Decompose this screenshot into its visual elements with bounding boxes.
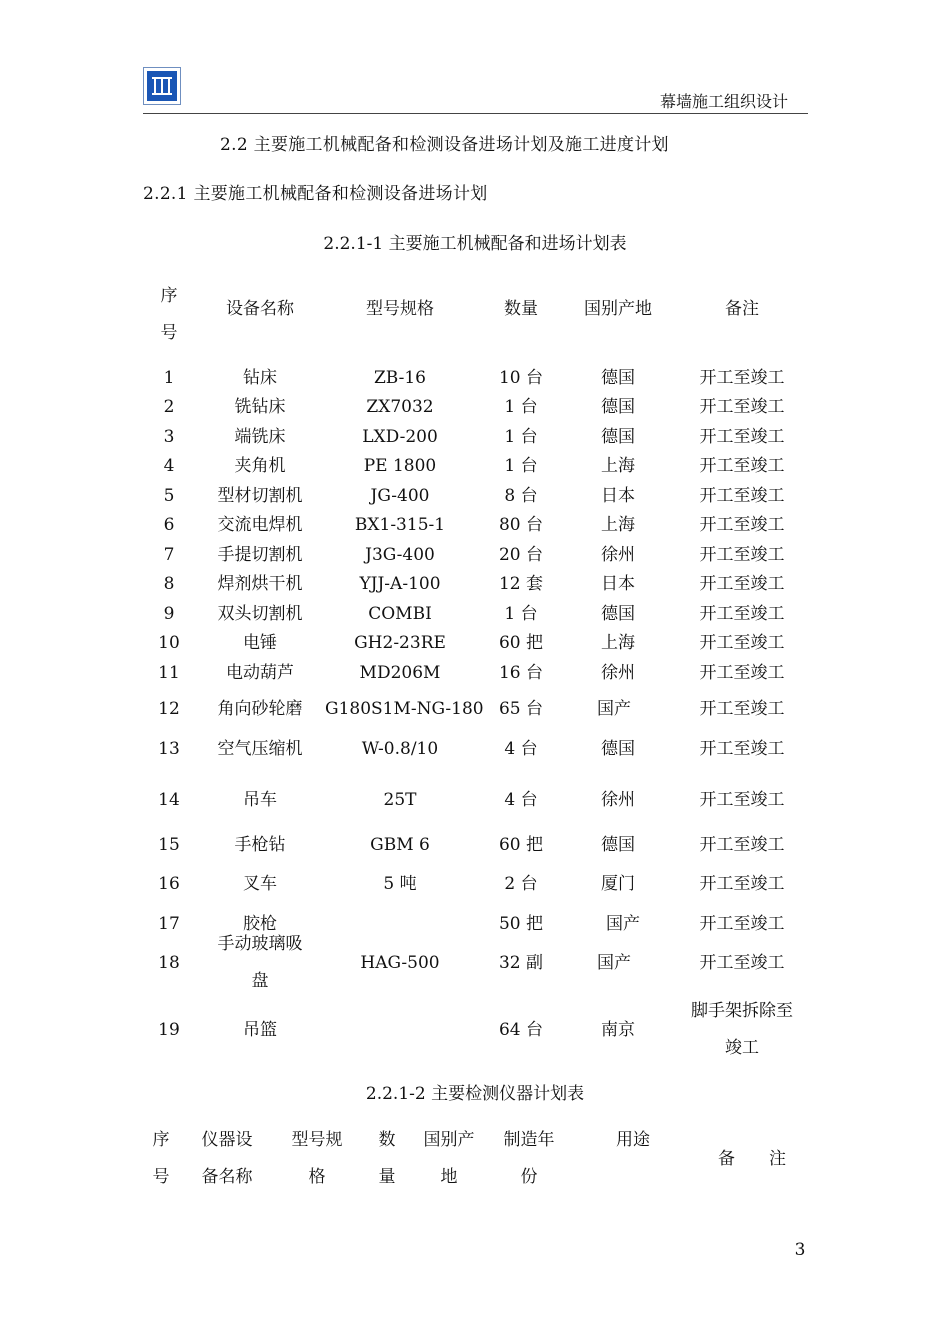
col-header-qty: 数量 [504, 299, 538, 319]
model-spec: 25T [383, 790, 417, 810]
remark: 开工至竣工 [699, 874, 785, 894]
col-header-origin: 国别产地 [423, 1130, 475, 1187]
remark: 开工至竣工 [699, 427, 785, 447]
origin: 德国 [601, 427, 635, 447]
remark: 开工至竣工 [699, 699, 785, 719]
remark: 开工至竣工 [699, 515, 785, 535]
remark: 开工至竣工 [699, 835, 785, 855]
quantity: 8 台 [504, 486, 538, 506]
remark: 开工至竣工 [699, 663, 785, 683]
model-spec: LXD-200 [362, 427, 438, 447]
model-spec: W-0.8/10 [361, 739, 439, 759]
row-index: 18 [158, 953, 180, 973]
equipment-name: 铣钻床 [234, 397, 286, 417]
remark: 开工至竣工 [699, 486, 785, 506]
equipment-name: 吊篮 [243, 1020, 277, 1040]
origin: 上海 [601, 633, 635, 653]
remark: 开工至竣工 [699, 456, 785, 476]
model-spec: BX1-315-1 [354, 515, 446, 535]
equipment-name: 端铣床 [234, 427, 286, 447]
row-index: 14 [158, 790, 180, 810]
col-header-qty: 数量 [378, 1130, 396, 1187]
model-spec: COMBI [368, 604, 432, 624]
origin: 德国 [601, 739, 635, 759]
equipment-name: 叉车 [243, 874, 277, 894]
row-index: 3 [163, 427, 175, 447]
model-spec: JG-400 [370, 486, 430, 506]
header-divider [143, 113, 808, 114]
model-spec: MD206M [359, 663, 441, 683]
col-header-model: 型号规格 [366, 299, 434, 319]
origin: 南京 [601, 1020, 635, 1040]
remark: 开工至竣工 [699, 633, 785, 653]
row-index: 13 [158, 739, 180, 759]
row-index: 1 [163, 368, 175, 388]
remark: 开工至竣工 [699, 790, 785, 810]
quantity: 20 台 [498, 545, 544, 565]
remark: 开工至竣工 [699, 545, 785, 565]
col-header-origin: 国别产地 [584, 299, 652, 319]
row-index: 4 [163, 456, 175, 476]
remark: 开工至竣工 [699, 953, 785, 973]
quantity: 32 副 [498, 953, 544, 973]
remark: 开工至竣工 [699, 914, 785, 934]
equipment-name: 夹角机 [234, 456, 286, 476]
origin: 厦门 [601, 874, 635, 894]
origin: 国产 [606, 914, 640, 934]
model-spec: GBM 6 [370, 835, 430, 855]
quantity: 1 台 [504, 397, 538, 417]
remark: 开工至竣工 [699, 368, 785, 388]
row-index: 16 [158, 874, 180, 894]
header-title: 幕墙施工组织设计 [660, 92, 789, 111]
row-index: 15 [158, 835, 180, 855]
origin: 德国 [601, 835, 635, 855]
col-header-purpose: 用途 [616, 1130, 650, 1150]
remark: 脚手架拆除至竣工 [691, 1001, 793, 1058]
row-index: 6 [163, 515, 175, 535]
origin: 徐州 [601, 545, 635, 565]
row-index: 11 [158, 663, 180, 683]
equipment-name: 焊剂烘干机 [217, 574, 303, 594]
equipment-name: 电动葫芦 [226, 663, 294, 683]
equipment-name: 吊车 [243, 790, 277, 810]
origin: 国产 [597, 953, 631, 973]
origin: 上海 [601, 515, 635, 535]
quantity: 60 把 [498, 633, 544, 653]
row-index: 2 [163, 397, 175, 417]
col-header-instrument-name: 仪器设备名称 [201, 1130, 253, 1187]
quantity: 1 台 [504, 604, 538, 624]
equipment-name: 手枪钻 [234, 835, 286, 855]
row-index: 5 [163, 486, 175, 506]
origin: 徐州 [601, 790, 635, 810]
company-logo [143, 67, 181, 105]
equipment-name: 钻床 [243, 368, 277, 388]
origin: 德国 [601, 604, 635, 624]
quantity: 64 台 [498, 1020, 544, 1040]
col-header-model: 型号规格 [291, 1130, 343, 1187]
equipment-name: 型材切割机 [217, 486, 303, 506]
model-spec: G180S1M-NG-180 [325, 699, 484, 719]
origin: 徐州 [601, 663, 635, 683]
model-spec: ZX7032 [366, 397, 434, 417]
quantity: 12 套 [498, 574, 544, 594]
page-number: 3 [794, 1240, 806, 1260]
table1-caption: 2.2.1-1 主要施工机械配备和进场计划表 [323, 234, 627, 254]
col-header-index: 序号 [152, 1130, 170, 1187]
row-index: 10 [158, 633, 180, 653]
subsection-title: 2.2.1 主要施工机械配备和检测设备进场计划 [143, 184, 488, 204]
remark: 开工至竣工 [699, 604, 785, 624]
table2-caption: 2.2.1-2 主要检测仪器计划表 [365, 1084, 585, 1104]
col-header-index: 序号 [160, 286, 178, 343]
equipment-name: 电锤 [243, 633, 277, 653]
equipment-name: 角向砂轮磨 [217, 699, 303, 719]
col-header-note: 备注 [725, 299, 759, 319]
equipment-name: 交流电焊机 [217, 515, 303, 535]
origin: 日本 [601, 574, 635, 594]
model-spec: YJJ-A-100 [359, 574, 441, 594]
remark: 开工至竣工 [699, 739, 785, 759]
quantity: 80 台 [498, 515, 544, 535]
section-title: 2.2 主要施工机械配备和检测设备进场计划及施工进度计划 [220, 135, 669, 155]
row-index: 7 [163, 545, 175, 565]
col-header-name: 设备名称 [226, 299, 294, 319]
quantity: 2 台 [504, 874, 538, 894]
equipment-name: 空气压缩机 [217, 739, 303, 759]
equipment-name: 手提切割机 [217, 545, 303, 565]
model-spec: PE 1800 [363, 456, 437, 476]
model-spec: J3G-400 [365, 545, 435, 565]
origin: 德国 [601, 368, 635, 388]
quantity: 65 台 [498, 699, 544, 719]
equipment-name: 双头切割机 [217, 604, 303, 624]
row-index: 8 [163, 574, 175, 594]
remark: 开工至竣工 [699, 574, 785, 594]
col-header-note: 备 注 [718, 1149, 786, 1169]
quantity: 10 台 [498, 368, 544, 388]
row-index: 12 [158, 699, 180, 719]
row-index: 19 [158, 1020, 180, 1040]
col-header-year: 制造年份 [503, 1130, 555, 1187]
origin: 日本 [601, 486, 635, 506]
quantity: 1 台 [504, 427, 538, 447]
quantity: 60 把 [498, 835, 544, 855]
quantity: 16 台 [498, 663, 544, 683]
row-index: 9 [163, 604, 175, 624]
model-spec: 5 吨 [383, 874, 417, 894]
model-spec: ZB-16 [374, 368, 426, 388]
model-spec: GH2-23RE [354, 633, 446, 653]
model-spec: HAG-500 [360, 953, 440, 973]
origin: 德国 [601, 397, 635, 417]
quantity: 1 台 [504, 456, 538, 476]
equipment-name: 胶枪 [243, 914, 277, 934]
equipment-name: 手动玻璃吸盘 [217, 934, 303, 991]
remark: 开工至竣工 [699, 397, 785, 417]
origin: 上海 [601, 456, 635, 476]
origin: 国产 [597, 699, 631, 719]
quantity: 4 台 [504, 739, 538, 759]
quantity: 50 把 [498, 914, 544, 934]
quantity: 4 台 [504, 790, 538, 810]
row-index: 17 [158, 914, 180, 934]
